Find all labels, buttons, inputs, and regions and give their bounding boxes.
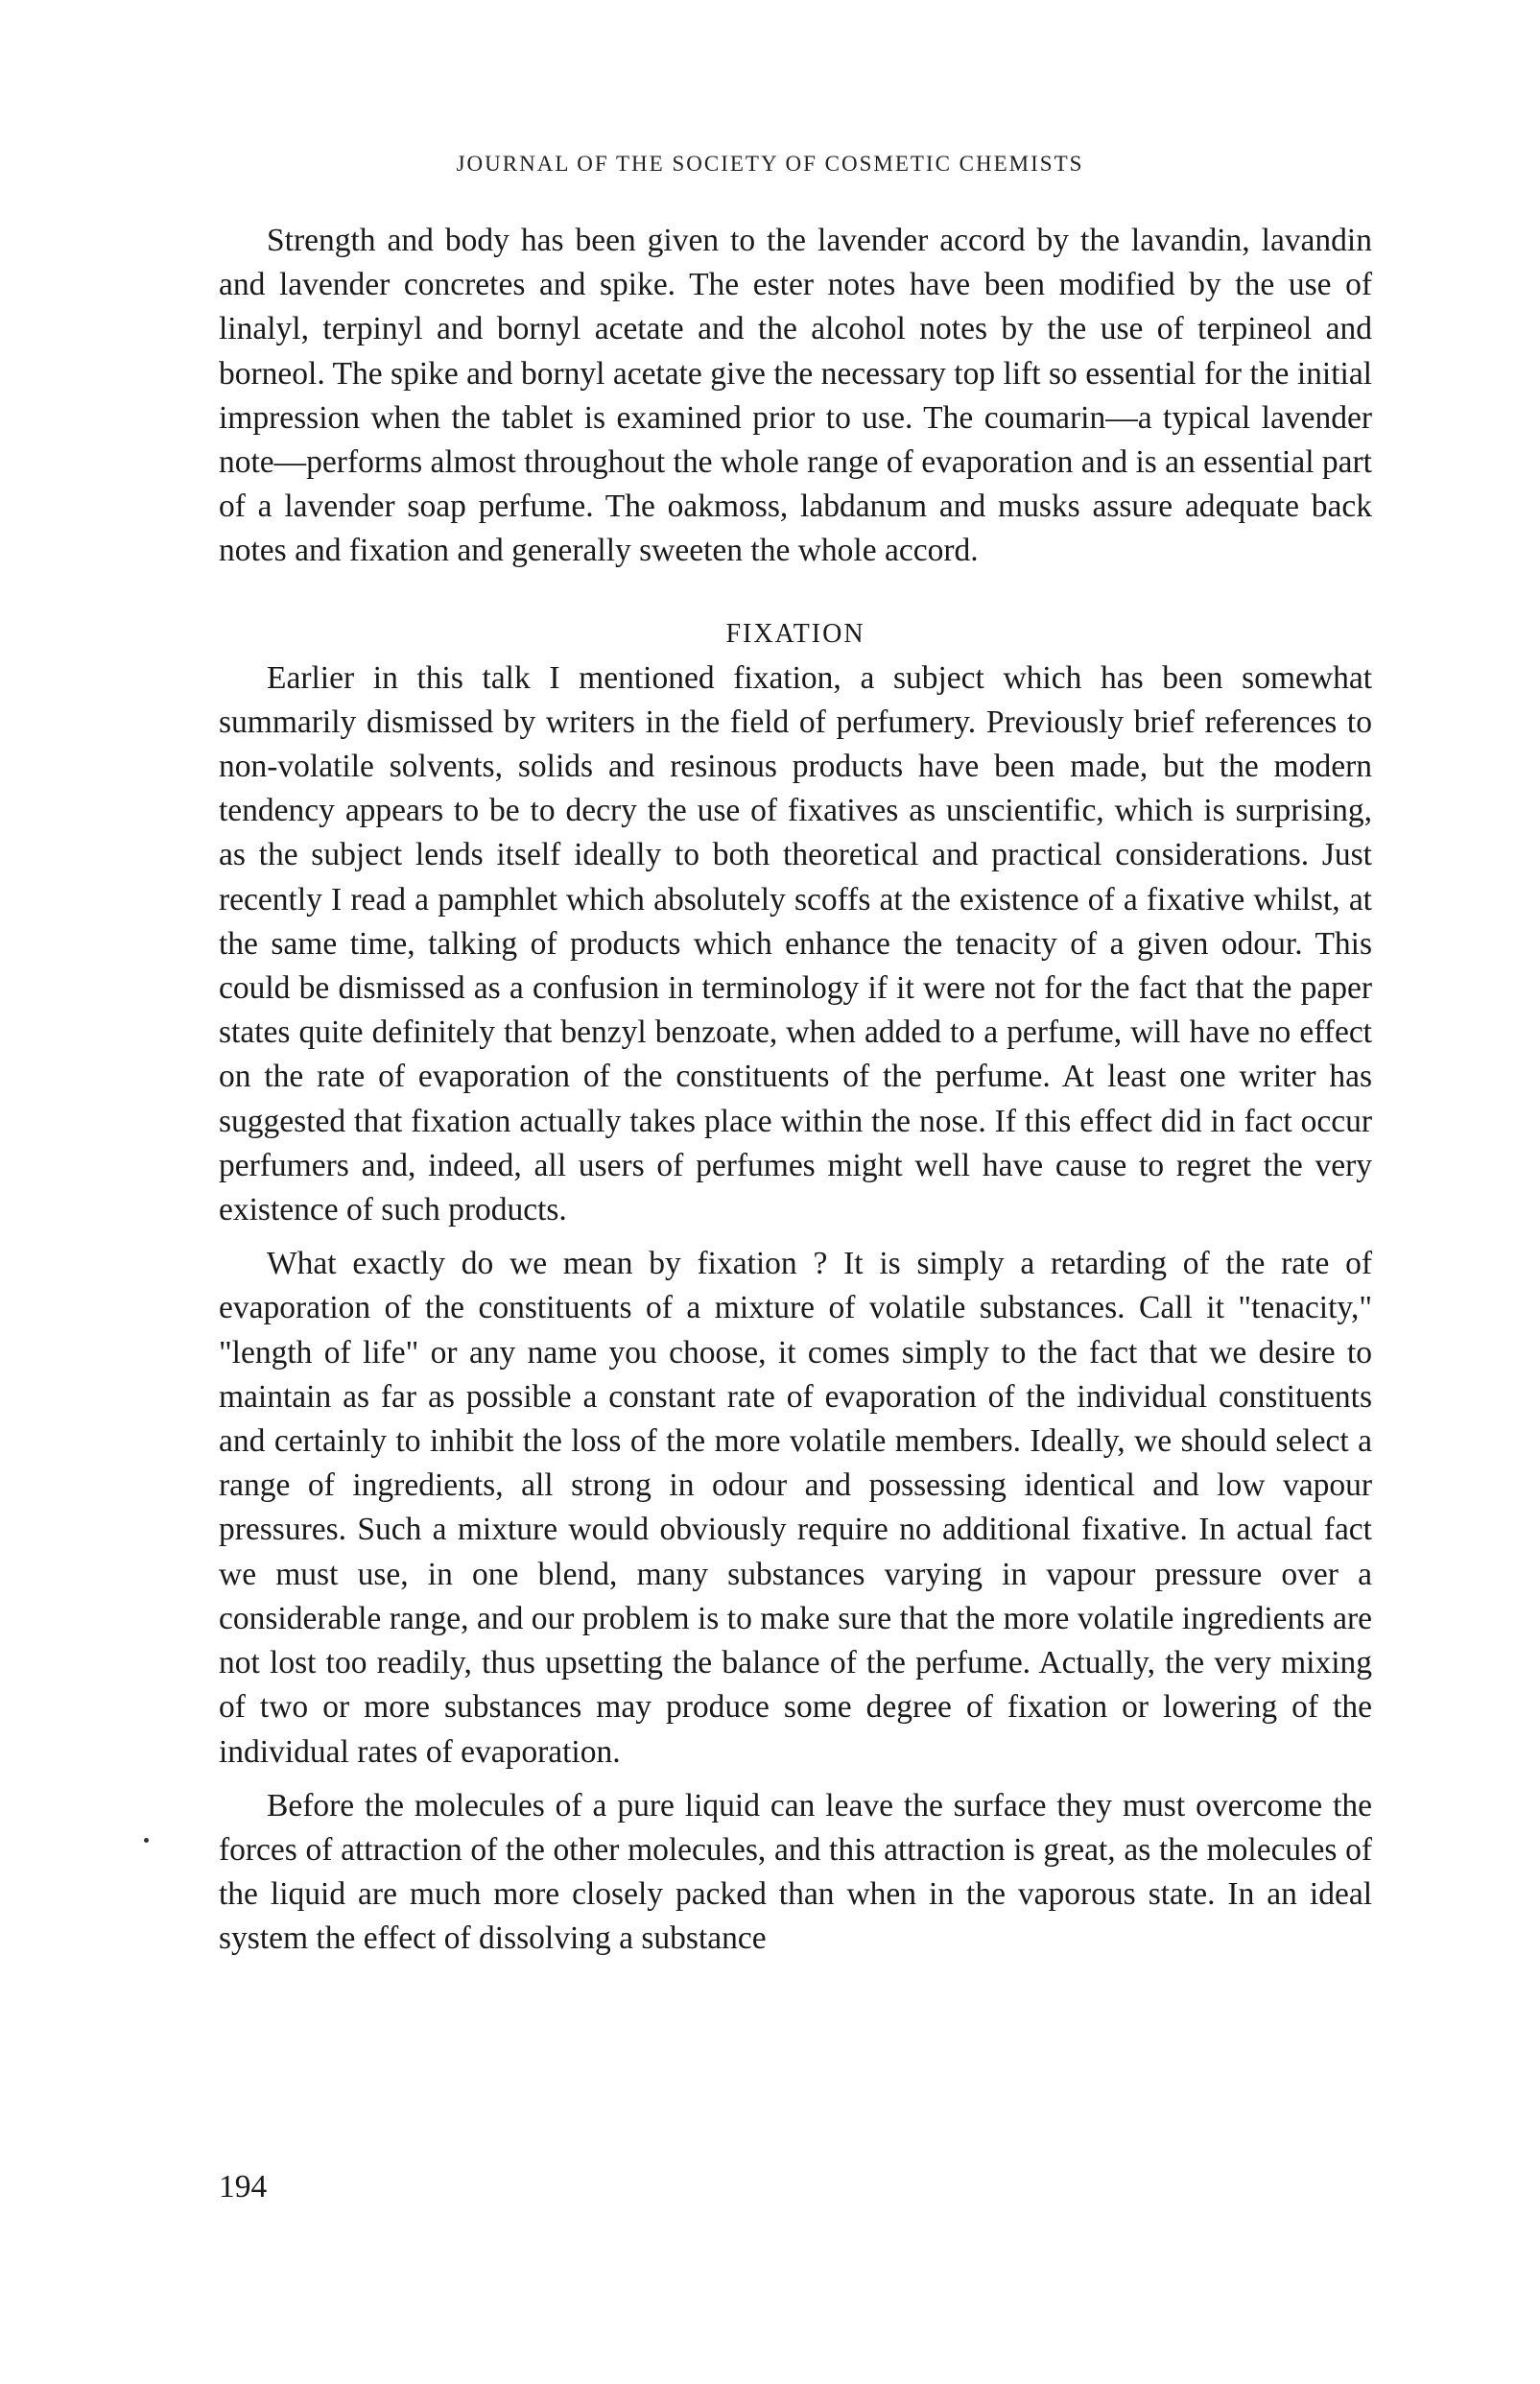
margin-mark xyxy=(144,1838,149,1843)
section-heading-fixation: FIXATION xyxy=(725,618,865,649)
paragraph-fixation-definition: What exactly do we mean by fixation ? It is simply a retarding of the rate of evaporation of the constituents of a mixture of volatile substances. Call it "tenacity," "length of life" or any name you choose, it comes simply to the fact that we desire to maintain as far as possible a constant rate of evaporation of the individual constituents and certainly to inhibit the loss of the more volatile members. Ideally, we should select a range of ingredients, all strong in odour and possessing identical and low vapour pressures. Such a mixture would obviously require no additional fixative. In actual fact we must use, in one blend, many substances varying in vapour pressure over a considerable range, and our problem is to make sure that the more volatile ingredients are not lost too readily, thus upsetting the balance of the perfume. Actually, the very mixing of two or more substances may produce some degree of fixation or lowering of the individual rates of evaporation. xyxy=(219,1246,1372,1770)
paragraph-molecules: Before the molecules of a pure liquid can leave the surface they must overcome the forces of attraction of the other molecules, and this attraction is great, as the molecules of the liquid are much more closely packed than when in the vaporous state. In an ideal system the effect of dissolving a substance xyxy=(219,1787,1372,1957)
page-number: 194 xyxy=(219,2169,268,2205)
paragraph-fixation-intro: Earlier in this talk I mentioned fixation, a subject which has been somewhat summarily dismissed by writers in the field of perfumery. Previously brief references to non-volatile solvents, solids and resinous products have been made, but the modern tendency appears to be to decry the use of fixatives as unscientific, which is surprising, as the subject lends itself ideally to both theoretical and practical considerations. Just recently I read a pamphlet which absolutely scoffs at the existence of a fixative whilst, at the same time, talking of products which enhance the tenacity of a given odour. This could be dismissed as a confusion in terminology if it were not for the fact that the paper states quite definitely that benzyl benzoate, when added to a perfume, will have no effect on the rate of evaporation of the constituents of the perfume. At least one writer has suggested that fixation actually takes place within the nose. If this effect did in fact occur perfumers and, indeed, all users of perfumes might well have cause to regret the very existence of such products. xyxy=(219,659,1372,1228)
body-text xyxy=(219,219,1372,1962)
paragraph-lavender-accord: Strength and body has been given to the lavender accord by the lavandin, lavandin and lavender concretes and spike. The ester notes have been modified by the use of linalyl, terpinyl and bornyl acetate and the alcohol notes by the use of terpineol and borneol. The spike and bornyl acetate give the necessary top lift so essential for the initial impression when the tablet is examined prior to use. The coumarin—a typical lavender note—performs almost throughout the whole range of evaporation and is an essential part of a lavender soap perfume. The oakmoss, labdanum and musks assure adequate back notes and fixation and generally sweeten the whole accord. xyxy=(219,223,1372,569)
running-head: JOURNAL OF THE SOCIETY OF COSMETIC CHEMISTS xyxy=(456,152,1084,176)
